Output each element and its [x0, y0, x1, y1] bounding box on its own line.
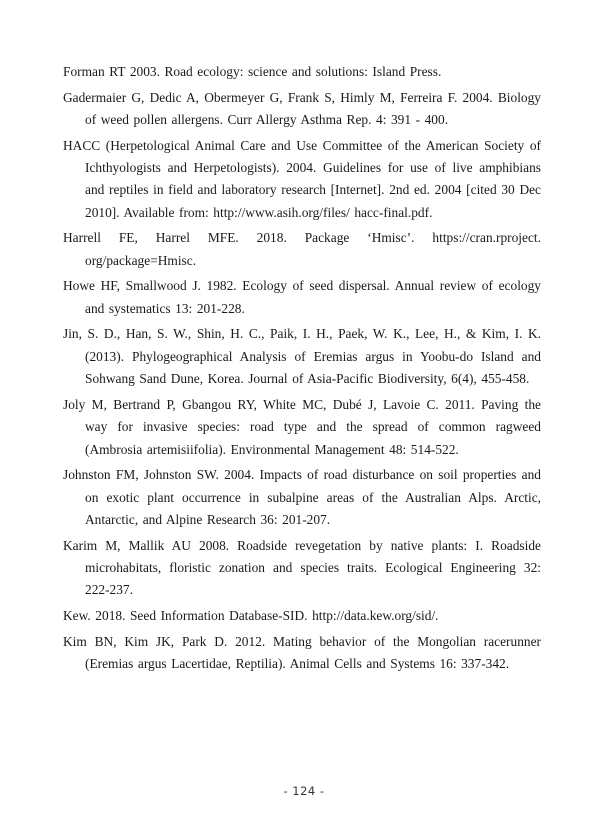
reference-entry: Gadermaier G, Dedic A, Obermeyer G, Frank S, Himly M, Ferreira F. 2004. Biology of weed pollen allergens. Curr Allergy Asthma Rep. 4: 391 - 400.	[63, 89, 541, 127]
reference-entry: Howe HF, Smallwood J. 1982. Ecology of seed dispersal. Annual review of ecology and systematics 13: 201-228.	[63, 278, 541, 316]
page-number: - 124 -	[283, 784, 325, 798]
reference-entry: Harrell FE, Harrel MFE. 2018. Package ‘Hmisc’. https://cran.rproject. org/package=Hmisc.	[63, 230, 541, 268]
reference-entry: HACC (Herpetological Animal Care and Use Committee of the American Society of Ichthyologists and Herpetologists). 2004. Guidelines for use of live amphibians and reptiles in field and laboratory research [Internet]. 2nd ed. 2004 [cited 30 Dec 2010]. Available from: http://www.asih.org/files/ hacc-final.pdf.	[63, 137, 541, 220]
reference-list	[63, 61, 541, 679]
reference-entry: Kew. 2018. Seed Information Database-SID. http://data.kew.org/sid/.	[63, 608, 439, 624]
reference-entry: Johnston FM, Johnston SW. 2004. Impacts of road disturbance on soil properties and on exotic plant occurrence in subalpine areas of the Australian Alps. Arctic, Antarctic, and Alpine Research 36: 201-207.	[63, 467, 541, 528]
reference-entry: Karim M, Mallik AU 2008. Roadside revegetation by native plants: I. Roadside microhabitats, floristic zonation and species traits. Ecological Engineering 32: 222-237.	[63, 537, 541, 598]
reference-entry: Jin, S. D., Han, S. W., Shin, H. C., Paik, I. H., Paek, W. K., Lee, H., & Kim, I. K. (2013). Phylogeographical Analysis of Eremias argus in Yoobu-do Island and Sohwang Sand Dune, Korea. Journal of Asia-Pacific Biodiversity, 6(4), 455-458.	[63, 326, 541, 387]
reference-entry: Joly M, Bertrand P, Gbangou RY, White MC, Dubé J, Lavoie C. 2011. Paving the way for invasive species: road type and the spread of common ragweed (Ambrosia artemisiifolia). Environmental Management 48: 514-522.	[63, 396, 541, 457]
reference-entry: Forman RT 2003. Road ecology: science and solutions: Island Press.	[63, 64, 442, 79]
reference-entry: Kim BN, Kim JK, Park D. 2012. Mating behavior of the Mongolian racerunner (Eremias argus Lacertidae, Reptilia). Animal Cells and Systems 16: 337-342.	[63, 633, 541, 672]
